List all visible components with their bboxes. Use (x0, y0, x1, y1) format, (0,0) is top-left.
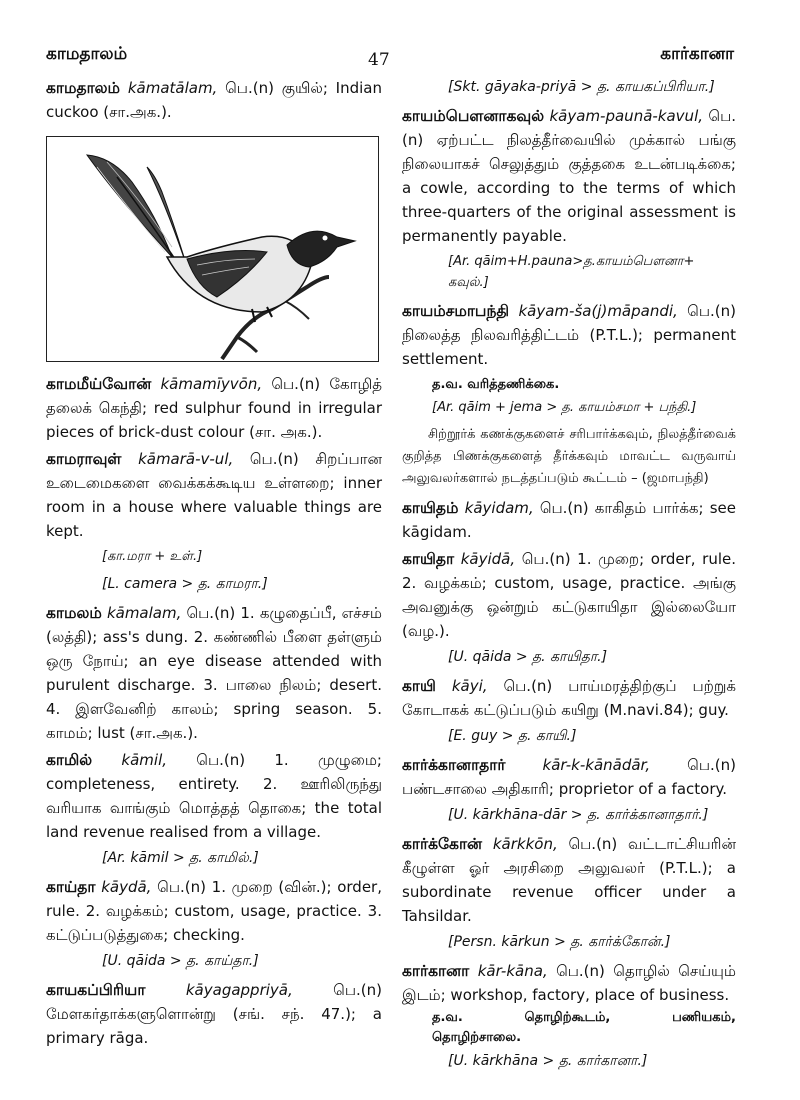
definition: பெ.(n) வட்டாட்சியரின் கீழுள்ள ஓர் அரசிறை அலுவலர் (P.T.L.); a subordinate revenue officer under a Tahsildar. (402, 835, 736, 925)
etymology: [U. kārkhāna > த. கார்கானா.] (448, 1053, 648, 1069)
etymology: [E. guy > த. காயி.] (448, 728, 577, 744)
transliteration: kāyi, (451, 677, 488, 695)
cuckoo-illustration (46, 136, 379, 362)
headword: காமலம் (46, 604, 102, 622)
definition: பெ.(n) கோழித் தலைக் கெந்தி; red sulphur found in irregular pieces of brick-dust colour (சா. அக.). (46, 375, 382, 441)
definition: பெ.(n) மேளகர்தாக்களுளொன்று (சங். சந். 47.); a primary rāga. (46, 981, 382, 1047)
dictionary-entry (46, 978, 382, 1050)
dictionary-entry (402, 547, 736, 643)
transliteration: kāydā, (101, 878, 152, 896)
headword: காமமீய்வோன் (46, 375, 152, 393)
dictionary-entry (402, 496, 736, 544)
tamil-equivalent: த.வ. வரித்தணிக்கை. (432, 377, 560, 392)
page-number: 47 (368, 50, 390, 70)
transliteration: kār-k-kānādār, (542, 756, 651, 774)
tamil-equivalent-word: தொழிற்கூடம், (524, 1010, 611, 1025)
transliteration: kāmatālam, (127, 79, 218, 97)
headword: காமில் (46, 751, 93, 769)
tamil-equivalent-word: பணியகம், (672, 1010, 736, 1025)
headword: கார்க்கோன் (402, 835, 483, 853)
headword: காயிதம் (402, 499, 459, 517)
headword: காமதாலம் (46, 79, 121, 97)
definition: பெ.(n) நிலைத்த நிலவரித்திட்டம் (P.T.L.); permanent settlement. (402, 302, 736, 368)
page-header (0, 0, 800, 80)
tamil-equivalent-continued: தொழிற்சாலை. (432, 1030, 522, 1045)
transliteration: kāyidā, (460, 550, 516, 568)
headword: கார்க்கானாதார் (402, 756, 506, 774)
usage-note: சிற்றூர்க் கணக்குகளைச் சரிபார்க்கவும், நிலத்தீர்வைக் குறித்த பிணக்குகளைத் தீர்க்கவும் மாவட்ட வருவாய் அலுவலர்களால் நடத்தப்படும் கூட்டம் – (ஜமாபந்தி) (402, 427, 736, 486)
dictionary-entry (402, 104, 736, 248)
etymology: [L. camera > த. காமரா.] (102, 576, 268, 592)
headword: காயி (402, 677, 436, 695)
headword: காயம்சமாபந்தி (402, 302, 510, 320)
dictionary-entry (46, 875, 382, 947)
transliteration: kāyagappriyā, (185, 981, 293, 999)
definition: பெ.(n) சிறப்பான உடைமைகளை வைக்கக்கூடிய உள்ளறை; inner room in a house where valuable things are kept. (46, 450, 382, 540)
dictionary-entry (46, 76, 382, 124)
definition: பெ.(n) 1. முறை; order, rule. 2. வழக்கம்; custom, usage, practice. அங்கு அவனுக்கு ஒன்றும் கட்டுகாயிதா இல்லையோ (வழ.). (402, 550, 736, 640)
headword: காமராவுள் (46, 450, 122, 468)
dictionary-entry (402, 753, 736, 801)
transliteration: kāyidam, (464, 499, 534, 517)
transliteration: kāmamīyvōn, (160, 375, 263, 393)
definition: பெ.(n) ஏற்பட்ட நிலத்தீர்வையில் முக்கால் பங்கு நிலையாகச் செலுத்தும் குத்தகை உடன்படிக்கை; a cowle, according to the terms of which three-quarters of the original assessment is permanently payable. (402, 107, 736, 245)
bird-drawing (47, 137, 377, 360)
transliteration: kār-kāna, (477, 962, 548, 980)
etymology: [Ar. qāim + jema > த. காயம்சமா + பந்தி.] (432, 400, 697, 415)
dictionary-entry (402, 832, 736, 928)
definition: பெ.(n) தொழில் செய்யும் இடம்; workshop, factory, place of business. (402, 962, 736, 1004)
transliteration: kāmarā-v-ul, (138, 450, 234, 468)
dictionary-entry (46, 447, 382, 543)
etymology: [Skt. gāyaka-priyā > த. காயகப்பிரியா.] (448, 79, 715, 95)
dictionary-entry (402, 299, 736, 371)
headword: காய்தா (46, 878, 96, 896)
etymology: [U. qāida > த. காயிதா.] (448, 649, 608, 665)
etymology: [Ar. qāim+H.pauna>த.காயம்பௌனா+ கவுல்.] (448, 254, 695, 290)
definition: பெ.(n) 1. முழுமை; completeness, entirety. 2. ஊரிலிருந்து வரியாக வாங்கும் மொத்தத் தொகை; the total land revenue realised from a village. (46, 751, 382, 841)
dictionary-entry (402, 959, 736, 1007)
definition: பெ.(n) 1. கழுதைப்பீ, எச்சம் (லத்தி); ass's dung. 2. கண்ணில் பீளை தள்ளும் ஒரு நோய்; an eye disease attended with purulent discharge. 3. பாலை நிலம்; desert. 4. இளவேனிற் காலம்; spring season. 5. காமம்; lust (சா.அக.). (46, 604, 382, 742)
transliteration: kāmalam, (106, 604, 182, 622)
tamil-equivalent (432, 1010, 736, 1026)
headword: காயகப்பிரியா (46, 981, 146, 999)
etymology: [Ar. kāmil > த. காமில்.] (102, 850, 259, 866)
transliteration: kārkkōn, (492, 835, 558, 853)
dictionary-entry (46, 372, 382, 444)
transliteration: kāmil, (121, 751, 168, 769)
definition: பெ.(n) பண்டசாலை அதிகாரி; proprietor of a factory. (402, 756, 736, 798)
tamil-equivalent-label: த.வ. (432, 1010, 463, 1025)
dictionary-entry (402, 674, 736, 722)
headword: காயம்பௌனாகவுல் (402, 107, 545, 125)
transliteration: kāyam-ša(j)māpandi, (518, 302, 678, 320)
etymology: [U. kārkhāna-dār > த. கார்க்கானாதார்.] (448, 807, 709, 823)
etymology: [கா.மரா + உள்.] (102, 549, 203, 564)
definition: பெ.(n) காகிதம் பார்க்க; see kāgidam. (402, 499, 736, 541)
dictionary-entry (46, 748, 382, 844)
right-column (402, 76, 736, 1078)
headword: காயிதா (402, 550, 455, 568)
header-guide-word-right: கார்கானா (660, 44, 734, 64)
definition: பெ.(n) 1. முறை (வின்.); order, rule. 2. வழக்கம்; custom, usage, practice. 3. கட்டுப்படுத்துகை; checking. (46, 878, 382, 944)
dictionary-entry (46, 601, 382, 745)
definition: பெ.(n) பாய்மரத்திற்குப் பற்றுக் கோடாகக் கட்டுப்படும் கயிறு (M.navi.84); guy. (402, 677, 736, 719)
header-guide-word-left: காமதாலம் (46, 44, 128, 64)
left-column (46, 76, 382, 1053)
etymology: [Persn. kārkun > த. கார்க்கோன்.] (448, 934, 671, 950)
definition: பெ.(n) குயில்; Indian cuckoo (சா.அக.). (46, 79, 382, 121)
etymology: [U. qāida > த. காய்தா.] (102, 953, 259, 969)
transliteration: kāyam-paunā-kavul, (549, 107, 704, 125)
headword: கார்கானா (402, 962, 470, 980)
